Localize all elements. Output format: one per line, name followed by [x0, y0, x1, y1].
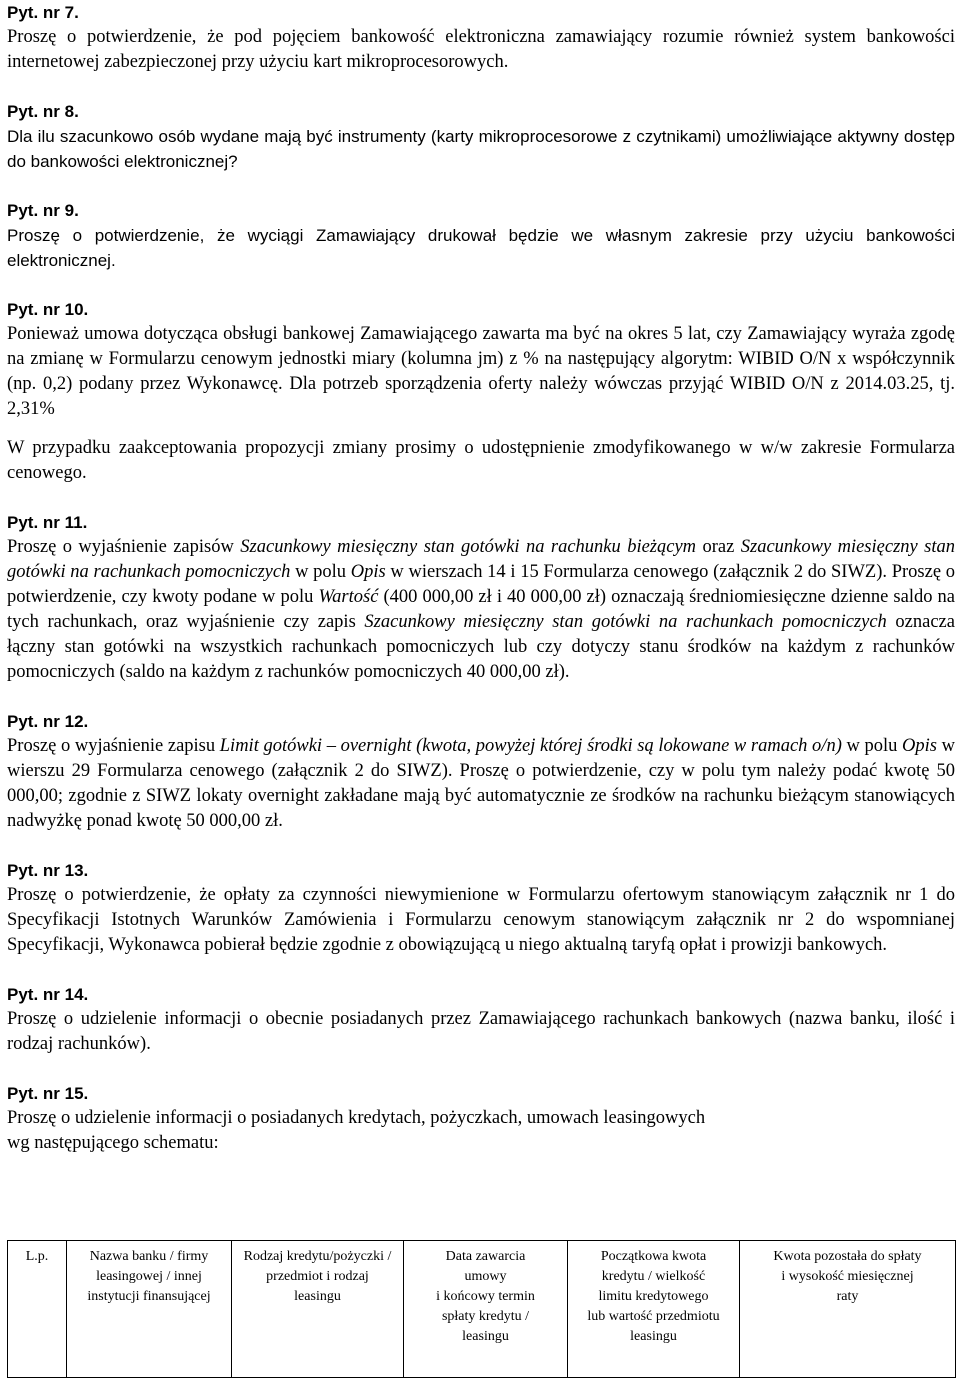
table-header-cell: Data zawarcia umowy i końcowy termin spłaty kredytu / leasingu [404, 1241, 568, 1378]
table-header-cell: Kwota pozostała do spłaty i wysokość miesięcznej raty [740, 1241, 956, 1378]
question-body: Proszę o potwierdzenie, że pod pojęciem bankowość elektroniczna zamawiający rozumie również system bankowości internetowej zabezpieczonej przy użyciu kart mikroprocesorowych. [7, 27, 955, 72]
document-page [7, 0, 956, 1344]
question-title: Pyt. nr 12. [7, 712, 89, 731]
question-body: Dla ilu szacunkowo osób wydane mają być instrumenty (karty mikroprocesorowe z czytnikami) umożliwiające aktywny dostęp do bankowości elektronicznej? [7, 127, 955, 171]
question-body: Ponieważ umowa dotycząca obsługi bankowej Zamawiającego zawarta ma być na okres 5 lat, czy Zamawiający wyraża zgodę na zmianę w Formularzu cenowym jednostki miary (kolumna jm) z % na następujący algorytm: WIBID O/N x współczynnik (np. 0,2) podany przez Wykonawcę. Dla potrzeb sporządzenia oferty należy wówczas przyjąć WIBID O/N z 2014.03.25, tj. 2,31% [7, 324, 955, 419]
question-title: Pyt. nr 13. [7, 861, 89, 880]
table-header-cell: Początkowa kwota kredytu / wielkość limitu kredytowego lub wartość przedmiotu leasingu [568, 1241, 740, 1378]
question-title: Pyt. nr 7. [7, 3, 79, 22]
table-header-cell: Nazwa banku / firmy leasingowej / innej instytucji finansującej [67, 1241, 232, 1378]
question-title: Pyt. nr 15. [7, 1084, 89, 1103]
question-15 [7, 1081, 955, 1156]
table-header-row [8, 1241, 956, 1378]
question-11 [7, 510, 955, 685]
question-body: Proszę o udzielenie informacji o obecnie posiadanych przez Zamawiającego rachunkach bankowych (nazwa banku, ilość i rodzaj rachunków). [7, 1009, 955, 1054]
question-body: Proszę o potwierdzenie, że opłaty za czynności niewymienione w Formularzu ofertowym stanowiącym załącznik nr 1 do Specyfikacji Istotnych Warunków Zamówienia i Formularzu cenowym stanowiącym załącznik nr 2 do wspomnianej Specyfikacji, Wykonawca pobierał będzie zgodnie z obowiązującą u niego aktualną taryfą opłat i prowizji bankowych. [7, 885, 955, 955]
table-header-cell: L.p. [8, 1241, 67, 1378]
question-body: Proszę o wyjaśnienie zapisu Limit gotówki – overnight (kwota, powyżej której środki są lokowane w ramach o/n) w polu Opis w wierszu 29 Formularza cenowego (załącznik 2 do SIWZ). Proszę o potwierdzenie, czy w polu tym należy podać kwotę 50 000,00; zgodnie z SIWZ lokaty overnight zakładane mają być automatycznie ze środków na rachunku bieżącym stanowiących nadwyżkę ponad kwotę 50 000,00 zł. [7, 736, 956, 831]
question-body-line2: wg następującego schematu: [7, 1133, 219, 1153]
question-title: Pyt. nr 14. [7, 985, 89, 1004]
question-body: Proszę o udzielenie informacji o posiadanych kredytach, pożyczkach, umowach leasingowych [7, 1108, 706, 1128]
loans-schema-table [7, 1240, 956, 1378]
question-12 [7, 709, 955, 834]
table-header-cell: Rodzaj kredytu/pożyczki / przedmiot i rodzaj leasingu [232, 1241, 404, 1378]
question-body: Proszę o potwierdzenie, że wyciągi Zamawiający drukował będzie we własnym zakresie przy użyciu bankowości elektronicznej. [7, 226, 955, 270]
question-13 [7, 858, 955, 958]
question-body-followup: W przypadku zaakceptowania propozycji zmiany prosimy o udostępnienie zmodyfikowanego w w/w zakresie Formularza cenowego. [7, 438, 955, 483]
question-title: Pyt. nr 8. [7, 102, 79, 121]
question-title: Pyt. nr 10. [7, 300, 89, 319]
question-title: Pyt. nr 11. [7, 513, 88, 532]
question-14 [7, 982, 955, 1057]
question-9 [7, 198, 955, 273]
question-10 [7, 297, 955, 486]
question-title: Pyt. nr 9. [7, 201, 79, 220]
question-body: Proszę o wyjaśnienie zapisów Szacunkowy miesięczny stan gotówki na rachunku bieżącym oraz Szacunkowy miesięczny stan gotówki na rachunkach pomocniczych w polu Opis w wierszach 14 i 15 Formularza cenowego (załącznik 2 do SIWZ). Proszę o potwierdzenie, czy kwoty podane w polu Wartość (400 000,00 zł i 40 000,00 zł) oznaczają średniomiesięczne dzienne saldo na tych rachunkach, oraz wyjaśnienie czy zapis Szacunkowy miesięczny stan gotówki na rachunkach pomocniczych oznacza łączny stan gotówki na wszystkich rachunkach pomocniczych lub czy dotyczy stanu środków na każdym z rachunków pomocniczych (saldo na każdym z rachunków pomocniczych 40 000,00 zł). [7, 537, 956, 682]
question-8 [7, 99, 955, 174]
question-7 [7, 0, 955, 75]
